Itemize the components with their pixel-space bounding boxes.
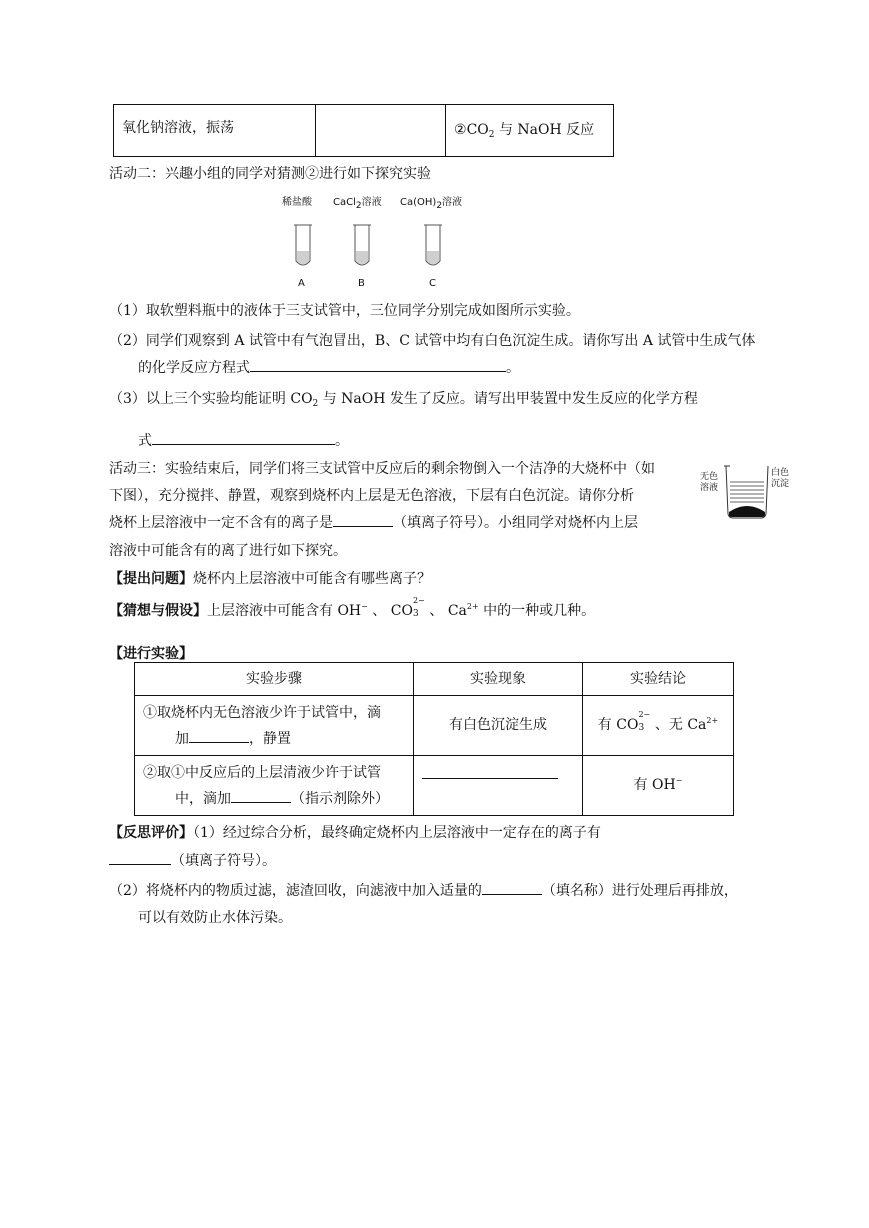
question-2-line-2: 的化学反应方程式 。 [138, 357, 520, 379]
answer-blank-reagent-1[interactable] [189, 728, 249, 743]
answer-blank-phenomenon[interactable] [422, 764, 558, 779]
row2-step: ②取①中反应后的上层清液少许于试管 中，滴加 （指示剂除外） [135, 756, 414, 816]
answer-blank-absent-ion[interactable] [333, 512, 393, 527]
activity2-intro: 活动二：兴趣小组的同学对猜测②进行如下探究实验 [109, 166, 431, 182]
beaker-left-label: 无色 溶液 [700, 472, 719, 493]
answer-blank-equation-a[interactable] [250, 357, 506, 372]
row1-phenomenon: 有白色沉淀生成 [414, 696, 583, 756]
beaker-figure [700, 462, 800, 524]
tube-letter-c: C [429, 278, 436, 289]
tube-label-c: Ca(OH)2溶液 [400, 197, 463, 211]
row2-conclusion: 有 OH− [583, 756, 734, 816]
top-table-cell-3: $②CO_2$ 与 NaOH 反应 [446, 105, 614, 157]
top-table-cell-1: 氧化钠溶液，振荡 [114, 105, 316, 157]
row1-step: ①取烧杯内无色溶液少许于试管中，滴 加 ，静置 [135, 696, 414, 756]
test-tubes-figure [270, 193, 490, 293]
activity3-line-4: 溶液中可能含有的离了进行如下探究。 [109, 543, 347, 559]
activity3-line-1: 活动三：实验结束后，同学们将三支试管中反应后的剩余物倒入一个洁净的大烧杯中（如 [109, 461, 655, 477]
answer-blank-reagent-2[interactable] [231, 788, 291, 803]
experiment-row-2 [135, 756, 734, 816]
header-conclusion: 实验结论 [583, 663, 734, 696]
row1-conclusion: 有 CO 2− 3 、无 $Ca^{2+}$ [583, 696, 734, 756]
activity3-line-2: 下图），充分搅拌、静置，观察到烧杯内上层是无色溶液，下层有白色沉淀。请你分析 [109, 488, 634, 504]
question-1: （1）取软塑料瓶中的液体于三支试管中，三位同学分别完成如图所示实验。 [109, 303, 580, 319]
answer-blank-present-ions[interactable] [109, 850, 171, 865]
reflection-line-2: （填离子符号）。 [109, 850, 276, 872]
beaker-right-label: 白色 沉淀 [771, 468, 790, 489]
activity3-line-3: 烧杯上层溶液中一定不含有的离子是 （填离子符号）。小组同学对烧杯内上层 [109, 512, 638, 534]
reflection-line-1: 【反思评价】（1）经过综合分析，最终确定烧杯内上层溶液中一定存在的离子有 [109, 825, 601, 841]
question-3-line-2: 式 。 [138, 430, 349, 452]
experiment-row-1 [135, 696, 734, 756]
header-steps: 实验步骤 [135, 663, 414, 696]
header-phenomenon: 实验现象 [414, 663, 583, 696]
answer-blank-equation-jia[interactable] [152, 430, 335, 445]
question-section: 【提出问题】烧杯内上层溶液中可能含有哪些离子？ [109, 571, 431, 587]
tube-c [424, 225, 442, 265]
hypothesis-section: 【猜想与假设】上层溶液中可能含有 OH− 、 CO 2− 3 、 $Ca^{2+}$ 中的一种或几种。 [109, 596, 596, 619]
reflection-line-3: （2）将烧杯内的物质过滤，滤渣回收，向滤液中加入适量的 （填名称）进行处理后再排放， [109, 880, 738, 902]
top-table [113, 104, 614, 157]
tube-letter-b: B [358, 278, 365, 289]
beaker-drawing [722, 462, 772, 522]
experiment-tag: 【进行实验】 [109, 646, 193, 662]
experiment-table [134, 662, 734, 816]
answer-blank-treatment[interactable] [482, 880, 542, 895]
tube-b [353, 225, 371, 265]
tube-a [294, 225, 312, 265]
tube-letter-a: A [298, 278, 305, 289]
tube-label-a: 稀盐酸 [282, 197, 312, 208]
question-3-line-1: （3）以上三个实验均能证明 $CO_2$ 与 NaOH 发生了反应。请写出甲装置中发生反应的化学方程 [109, 391, 698, 409]
tube-label-b: CaCl2溶液 [333, 197, 382, 211]
question-2-line-1: （2）同学们观察到 A 试管中有气泡冒出，B、C 试管中均有白色沉淀生成。请你写出 A 试管中生成气体 [109, 333, 756, 349]
experiment-table-header [135, 663, 734, 696]
row2-phenomenon[interactable] [414, 756, 583, 816]
reflection-line-4: 可以有效防止水体污染。 [138, 910, 292, 926]
top-table-cell-2 [316, 105, 446, 157]
